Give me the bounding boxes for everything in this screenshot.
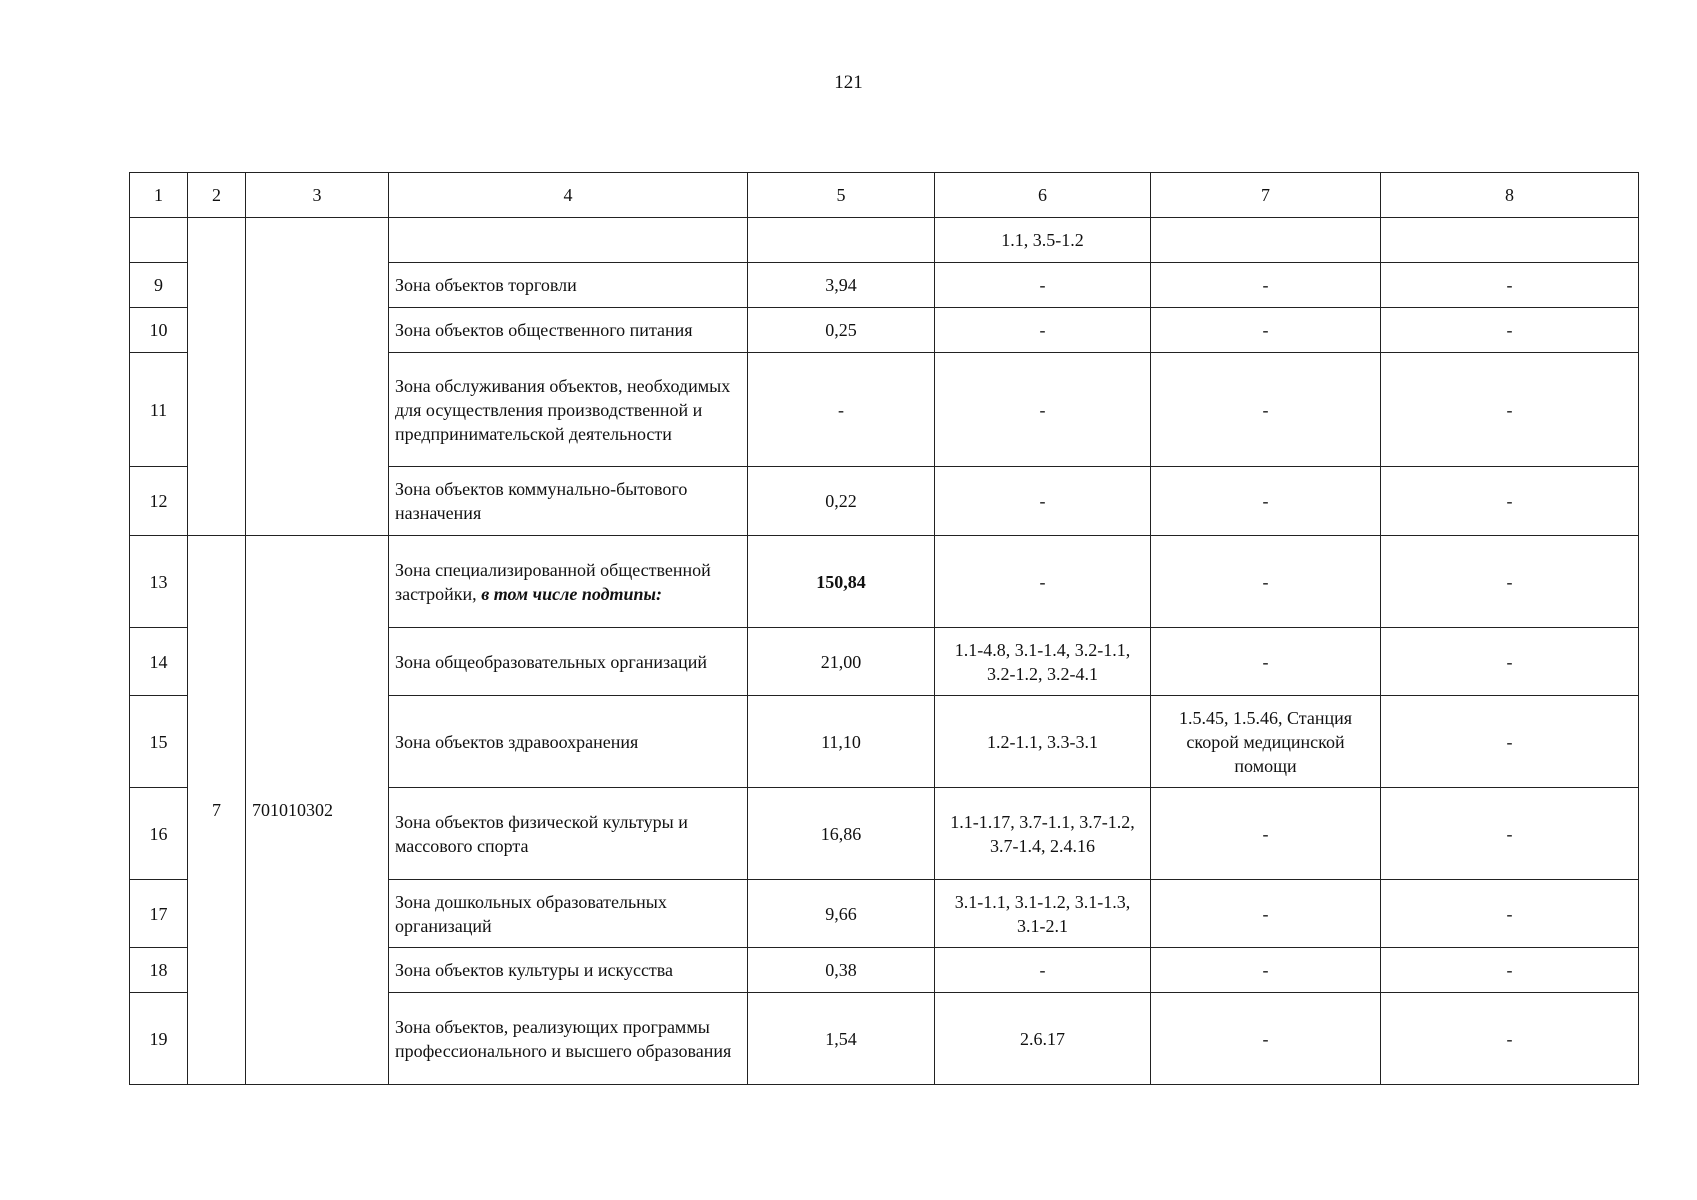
header-cell: 7 (1151, 173, 1381, 218)
col8-cell: - (1381, 263, 1639, 308)
area-cell: 11,10 (748, 696, 935, 788)
header-cell: 6 (935, 173, 1151, 218)
row-number-cell: 11 (130, 353, 188, 467)
row-number-cell: 12 (130, 467, 188, 536)
group-col3-cell (246, 218, 389, 536)
zone-cell: Зона объектов здравоохранения (389, 696, 748, 788)
zone-cell: Зона общеобразовательных организаций (389, 628, 748, 696)
area-cell: 3,94 (748, 263, 935, 308)
col7-cell: - (1151, 353, 1381, 467)
area-cell: 1,54 (748, 993, 935, 1085)
row-number-cell: 18 (130, 948, 188, 993)
header-cell: 3 (246, 173, 389, 218)
header-cell: 5 (748, 173, 935, 218)
row-number-cell: 19 (130, 993, 188, 1085)
col7-cell: - (1151, 467, 1381, 536)
col6-cell: 2.6.17 (935, 993, 1151, 1085)
col7-cell: - (1151, 536, 1381, 628)
col8-cell: - (1381, 993, 1639, 1085)
col6-cell: - (935, 948, 1151, 993)
zone-cell: Зона объектов физической культуры и массового спорта (389, 788, 748, 880)
area-cell: 0,22 (748, 467, 935, 536)
col6-cell: 1.2-1.1, 3.3-3.1 (935, 696, 1151, 788)
zone-emphasis: в том числе подтипы: (481, 583, 663, 604)
col7-cell: 1.5.45, 1.5.46, Станция скорой медицинской помощи (1151, 696, 1381, 788)
row-number-cell: 13 (130, 536, 188, 628)
zone-table (129, 172, 1639, 1085)
zone-cell: Зона объектов коммунально-бытового назначения (389, 467, 748, 536)
col8-cell: - (1381, 696, 1639, 788)
zone-cell: Зона обслуживания объектов, необходимых для осуществления производственной и предпринимательской деятельности (389, 353, 748, 467)
col8-cell: - (1381, 353, 1639, 467)
col7-cell: - (1151, 263, 1381, 308)
col8-cell: - (1381, 788, 1639, 880)
col8-cell: - (1381, 948, 1639, 993)
area-cell: - (748, 353, 935, 467)
col8-cell (1381, 218, 1639, 263)
col8-cell: - (1381, 308, 1639, 353)
header-cell: 4 (389, 173, 748, 218)
area-cell: 0,38 (748, 948, 935, 993)
zone-cell: Зона объектов общественного питания (389, 308, 748, 353)
row-number-cell: 9 (130, 263, 188, 308)
col6-cell: - (935, 467, 1151, 536)
col6-cell: 3.1-1.1, 3.1-1.2, 3.1-1.3, 3.1-2.1 (935, 880, 1151, 948)
area-cell: 0,25 (748, 308, 935, 353)
area-cell: 9,66 (748, 880, 935, 948)
area-cell: 16,86 (748, 788, 935, 880)
header-row (130, 173, 1639, 218)
zone-cell: Зона объектов культуры и искусства (389, 948, 748, 993)
col6-cell: 1.1, 3.5-1.2 (935, 218, 1151, 263)
group-col2-cell: 7 (188, 536, 246, 1085)
page-number: 121 (834, 72, 863, 93)
table-row (130, 536, 1639, 628)
zone-cell (389, 218, 748, 263)
row-number-cell: 14 (130, 628, 188, 696)
col6-cell: - (935, 536, 1151, 628)
zone-cell (389, 536, 748, 628)
col6-cell: 1.1-4.8, 3.1-1.4, 3.2-1.1, 3.2-1.2, 3.2-4.1 (935, 628, 1151, 696)
row-number-cell: 16 (130, 788, 188, 880)
col7-cell: - (1151, 628, 1381, 696)
col7-cell: - (1151, 788, 1381, 880)
zone-cell: Зона объектов торговли (389, 263, 748, 308)
group-col2-cell (188, 218, 246, 536)
row-number-cell: 15 (130, 696, 188, 788)
col6-cell: - (935, 263, 1151, 308)
col8-cell: - (1381, 628, 1639, 696)
area-cell: 21,00 (748, 628, 935, 696)
col6-cell: 1.1-1.17, 3.7-1.1, 3.7-1.2, 3.7-1.4, 2.4.16 (935, 788, 1151, 880)
col8-cell: - (1381, 467, 1639, 536)
row-number-cell (130, 218, 188, 263)
group-col3-cell: 701010302 (246, 536, 389, 1085)
col6-cell: - (935, 353, 1151, 467)
header-cell: 1 (130, 173, 188, 218)
col7-cell: - (1151, 993, 1381, 1085)
header-cell: 2 (188, 173, 246, 218)
table-row (130, 218, 1639, 263)
header-cell: 8 (1381, 173, 1639, 218)
col7-cell: - (1151, 308, 1381, 353)
row-number-cell: 10 (130, 308, 188, 353)
col6-cell: - (935, 308, 1151, 353)
col8-cell: - (1381, 536, 1639, 628)
col7-cell: - (1151, 880, 1381, 948)
area-cell: 150,84 (748, 536, 935, 628)
col8-cell: - (1381, 880, 1639, 948)
col7-cell (1151, 218, 1381, 263)
row-number-cell: 17 (130, 880, 188, 948)
zone-cell: Зона дошкольных образовательных организаций (389, 880, 748, 948)
col7-cell: - (1151, 948, 1381, 993)
zone-text: Зона специализированной общественной застройки, (395, 559, 711, 604)
zone-cell: Зона объектов, реализующих программы профессионального и высшего образования (389, 993, 748, 1085)
area-cell (748, 218, 935, 263)
